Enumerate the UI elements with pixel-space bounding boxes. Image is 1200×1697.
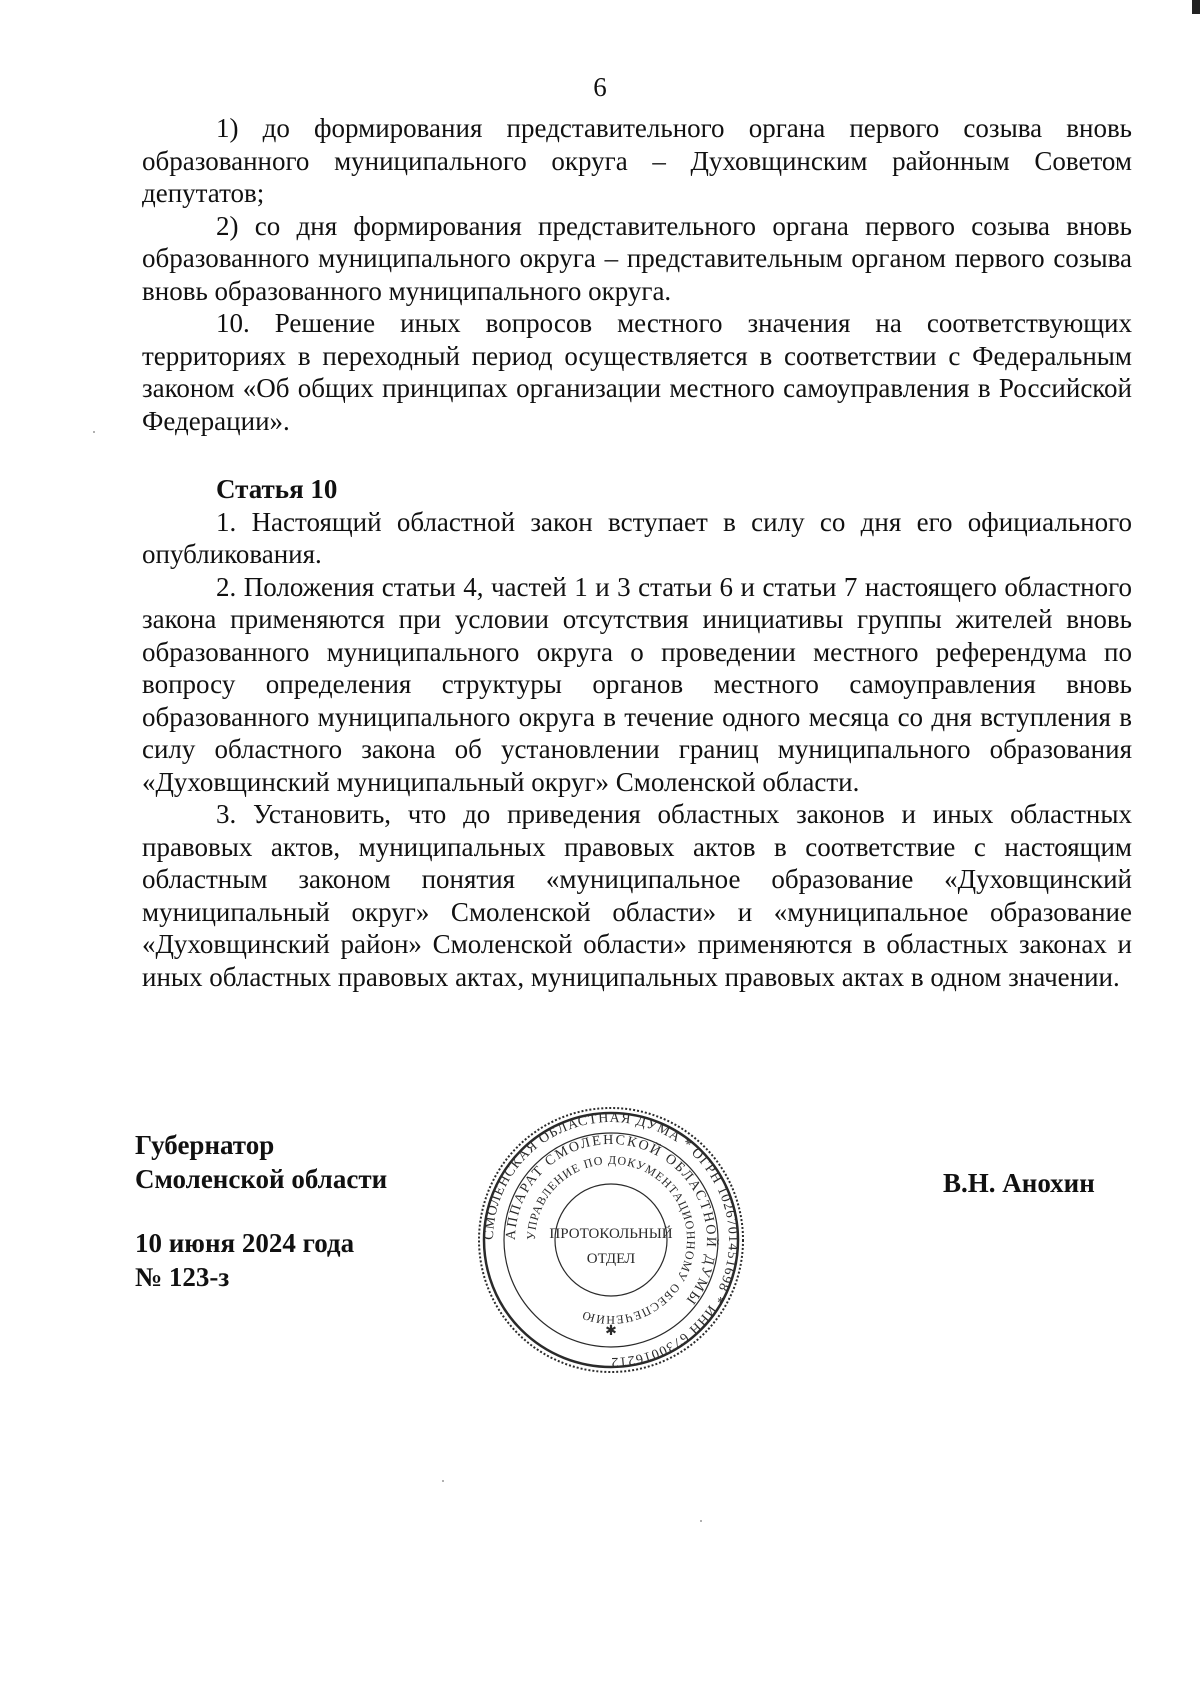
stamp-star-icon: ✱ [605,1324,617,1339]
article-title: Статья 10 [216,474,338,504]
article-item-2: 2. Положения статьи 4, частей 1 и 3 статьи 6 и статьи 7 настоящего областного закона применяются при условии отсутствия инициативы группы жителей вновь образованного муниципального округа о проведении местного референдума по вопросу определения структуры органов местного самоуправления вновь образованного муниципального округа в течение одного месяца со дня вступления в силу областного закона об установлении границ муниципального образования «Духовщинский муниципальный округ» Смоленской области. [142,571,1132,797]
page-number: 6 [593,72,607,102]
scan-edge-mark [1192,0,1200,14]
paragraph-item-1: 1) до формирования представительного органа первого созыва вновь образованного муниципального округа – Духовщинским районным Советом депутатов; [142,113,1132,208]
signature-block [135,1128,387,1294]
stamp-inner-text: УПРАВЛЕНИЕ ПО ДОКУМЕНТАЦИОННОМУ ОБЕСПЕЧЕНИЮ [523,1152,699,1328]
scan-speck [442,1480,444,1482]
stamp-center-line2: ОТДЕЛ [586,1251,636,1267]
document-body [142,112,1132,993]
paragraph-item-2: 2) со дня формирования представительного органа первого созыва вновь образованного муниципального округа – представительным органом первого созыва вновь образованного муниципального округа. [142,210,1132,306]
stamp-middle-text: АППАРАТ СМОЛЕНСКОЙ ОБЛАСТНОЙ ДУМЫ [503,1132,719,1309]
signer-position-line1: Губернатор [135,1130,275,1160]
official-stamp-seal [476,1105,746,1375]
paragraph-part-10: 10. Решение иных вопросов местного значения на соответствующих территориях в переходный период осуществляется в соответствии с Федеральным законом «Об общих принципах организации местного самоуправления в Российской Федерации». [142,308,1132,436]
signer-name: В.Н. Анохин [943,1168,1095,1198]
article-item-3: 3. Установить, что до приведения областных законов и иных областных правовых актов, муниципальных правовых актов в соответствие с настоящим областным законом понятия «муниципальное образование «Духовщинский муниципальный округ» Смоленской области» и «муниципальное образование «Духовщинский район» Смоленской области» применяются в областных законах и иных областных правовых актах, муниципальных правовых актах в одном значении. [142,799,1132,992]
stamp-center-line1: ПРОТОКОЛЬНЫЙ [549,1226,673,1242]
document-date: 10 июня 2024 года [135,1228,355,1258]
scan-speck [700,1520,702,1522]
scan-speck [93,431,95,433]
stamp-outer-text: СМОЛЕНСКАЯ ОБЛАСТНАЯ ДУМА * ОГРН 1026701451698 * ИНН 6730016212 [481,1110,741,1370]
signer-position-line2: Смоленской области [135,1164,388,1194]
article-item-1: 1. Настоящий областной закон вступает в силу со дня его официального опубликования. [142,506,1132,569]
document-number: № 123-з [135,1262,230,1292]
